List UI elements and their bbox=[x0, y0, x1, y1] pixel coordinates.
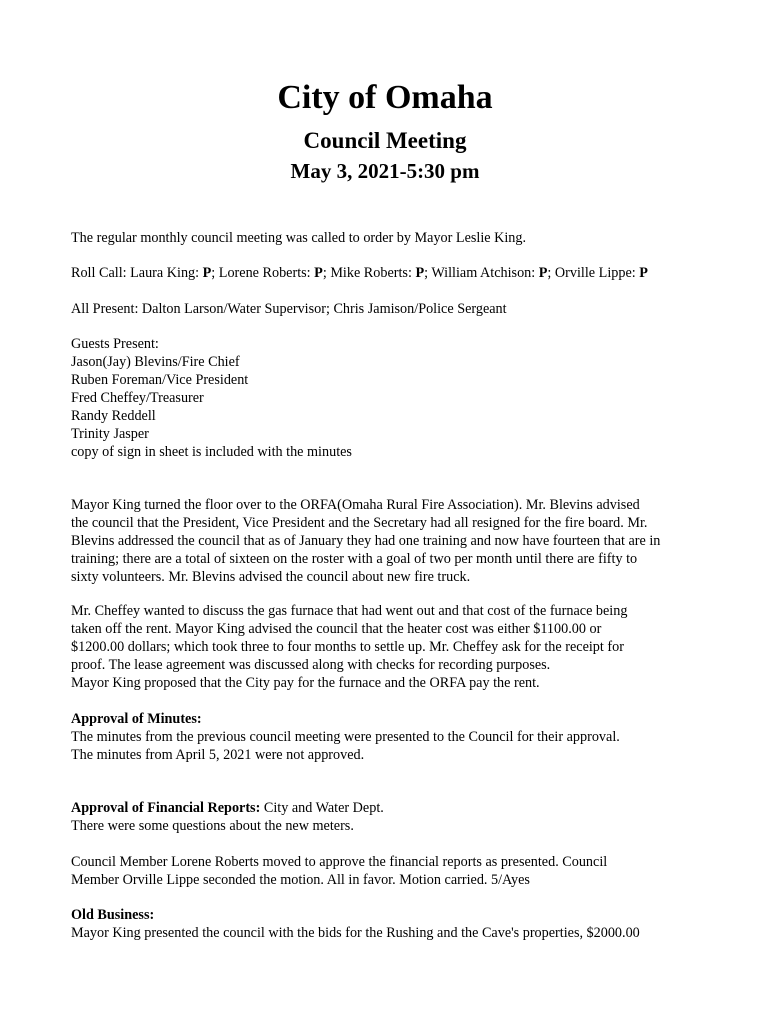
guests-section bbox=[71, 335, 711, 461]
approval-minutes-section bbox=[71, 710, 711, 764]
old-business-section bbox=[71, 906, 711, 942]
roll-call-separator: ; bbox=[211, 265, 219, 281]
paragraph-line: the council that the President, Vice President and the Secretary had all resigned for the fire board. Mr. bbox=[71, 515, 648, 531]
paragraph-line: The minutes from the previous council meeting were presented to the Council for their approval. bbox=[71, 729, 620, 745]
roll-call-member: Orville Lippe: bbox=[554, 265, 640, 281]
paragraph-line: taken off the rent. Mayor King advised the council that the heater cost was either $1100.00 or bbox=[71, 621, 602, 637]
roll-call-member: William Atchison: bbox=[431, 265, 539, 281]
roll-call-status: P bbox=[202, 265, 212, 281]
approval-financial-heading: Approval of Financial Reports: bbox=[71, 800, 261, 816]
motion-paragraph bbox=[71, 853, 711, 889]
all-present-line: All Present: Dalton Larson/Water Supervisor; Chris Jamison/Police Sergeant bbox=[71, 301, 507, 317]
section-heading bbox=[71, 710, 711, 728]
roll-call-status: P bbox=[314, 265, 323, 281]
old-business-heading: Old Business: bbox=[71, 907, 155, 923]
all-present-paragraph bbox=[71, 300, 711, 318]
paragraph-line: Mayor King presented the council with the bids for the Rushing and the Cave's properties, $2000.00 bbox=[71, 925, 640, 941]
guest-item: Jason(Jay) Blevins/Fire Chief bbox=[71, 354, 240, 370]
furnace-paragraph bbox=[71, 602, 711, 692]
paragraph-line: $1200.00 dollars; which took three to four months to settle up. Mr. Cheffey ask for the receipt for bbox=[71, 639, 624, 655]
paragraph-line: The minutes from April 5, 2021 were not approved. bbox=[71, 747, 365, 763]
paragraph-line: Mr. Cheffey wanted to discuss the gas furnace that had went out and that cost of the furnace being bbox=[71, 603, 628, 619]
roll-call-status: P bbox=[415, 265, 425, 281]
roll-call-paragraph bbox=[71, 264, 711, 282]
paragraph-line: proof. The lease agreement was discussed along with checks for recording purposes. bbox=[71, 657, 551, 673]
roll-call-separator: ; bbox=[322, 265, 331, 281]
roll-call-member: Laura King: bbox=[130, 265, 203, 281]
approval-financial-heading-rest: City and Water Dept. bbox=[260, 800, 384, 816]
intro-paragraph bbox=[71, 229, 711, 247]
approval-financial-section bbox=[71, 799, 711, 835]
meeting-date: May 3, 2021-5:30 pm bbox=[290, 159, 480, 183]
paragraph-line: training; there are a total of sixteen on the roster with a goal of two per month until there are fifty to bbox=[71, 551, 638, 567]
intro-line: The regular monthly council meeting was called to order by Mayor Leslie King. bbox=[71, 230, 527, 246]
paragraph-line: Mayor King proposed that the City pay for the furnace and the ORFA pay the rent. bbox=[71, 675, 540, 691]
guest-item: copy of sign in sheet is included with the minutes bbox=[71, 444, 352, 460]
guest-item: Fred Cheffey/Treasurer bbox=[71, 390, 204, 406]
roll-call-member: Mike Roberts: bbox=[330, 265, 416, 281]
paragraph-line: Member Orville Lippe seconded the motion. All in favor. Motion carried. 5/Ayes bbox=[71, 872, 530, 888]
document-title: City of Omaha bbox=[277, 79, 493, 116]
guest-item: Ruben Foreman/Vice President bbox=[71, 372, 249, 388]
paragraph-line: Council Member Lorene Roberts moved to approve the financial reports as presented. Council bbox=[71, 854, 608, 870]
section-heading bbox=[71, 906, 711, 924]
guest-item: Trinity Jasper bbox=[71, 426, 149, 442]
paragraph-line: There were some questions about the new meters. bbox=[71, 818, 354, 834]
guest-item: Randy Reddell bbox=[71, 408, 156, 424]
guests-heading: Guests Present: bbox=[71, 336, 159, 352]
roll-call-label: Roll Call: bbox=[71, 265, 131, 281]
document-subtitle: Council Meeting bbox=[303, 128, 467, 153]
roll-call-separator: ; bbox=[424, 265, 432, 281]
paragraph-line: sixty volunteers. Mr. Blevins advised the council about new fire truck. bbox=[71, 569, 471, 585]
roll-call-status: P bbox=[639, 265, 648, 281]
paragraph-line: Blevins addressed the council that as of January they had one training and now have fourteen that are in bbox=[71, 533, 661, 549]
section-heading bbox=[71, 799, 711, 817]
orfa-paragraph bbox=[71, 496, 711, 586]
paragraph-line: Mayor King turned the floor over to the ORFA(Omaha Rural Fire Association). Mr. Blevins advised bbox=[71, 497, 640, 513]
roll-call-line bbox=[71, 264, 711, 282]
approval-minutes-heading: Approval of Minutes: bbox=[71, 711, 202, 727]
roll-call-separator: ; bbox=[547, 265, 555, 281]
roll-call-status: P bbox=[538, 265, 548, 281]
roll-call-member: Lorene Roberts: bbox=[218, 265, 315, 281]
